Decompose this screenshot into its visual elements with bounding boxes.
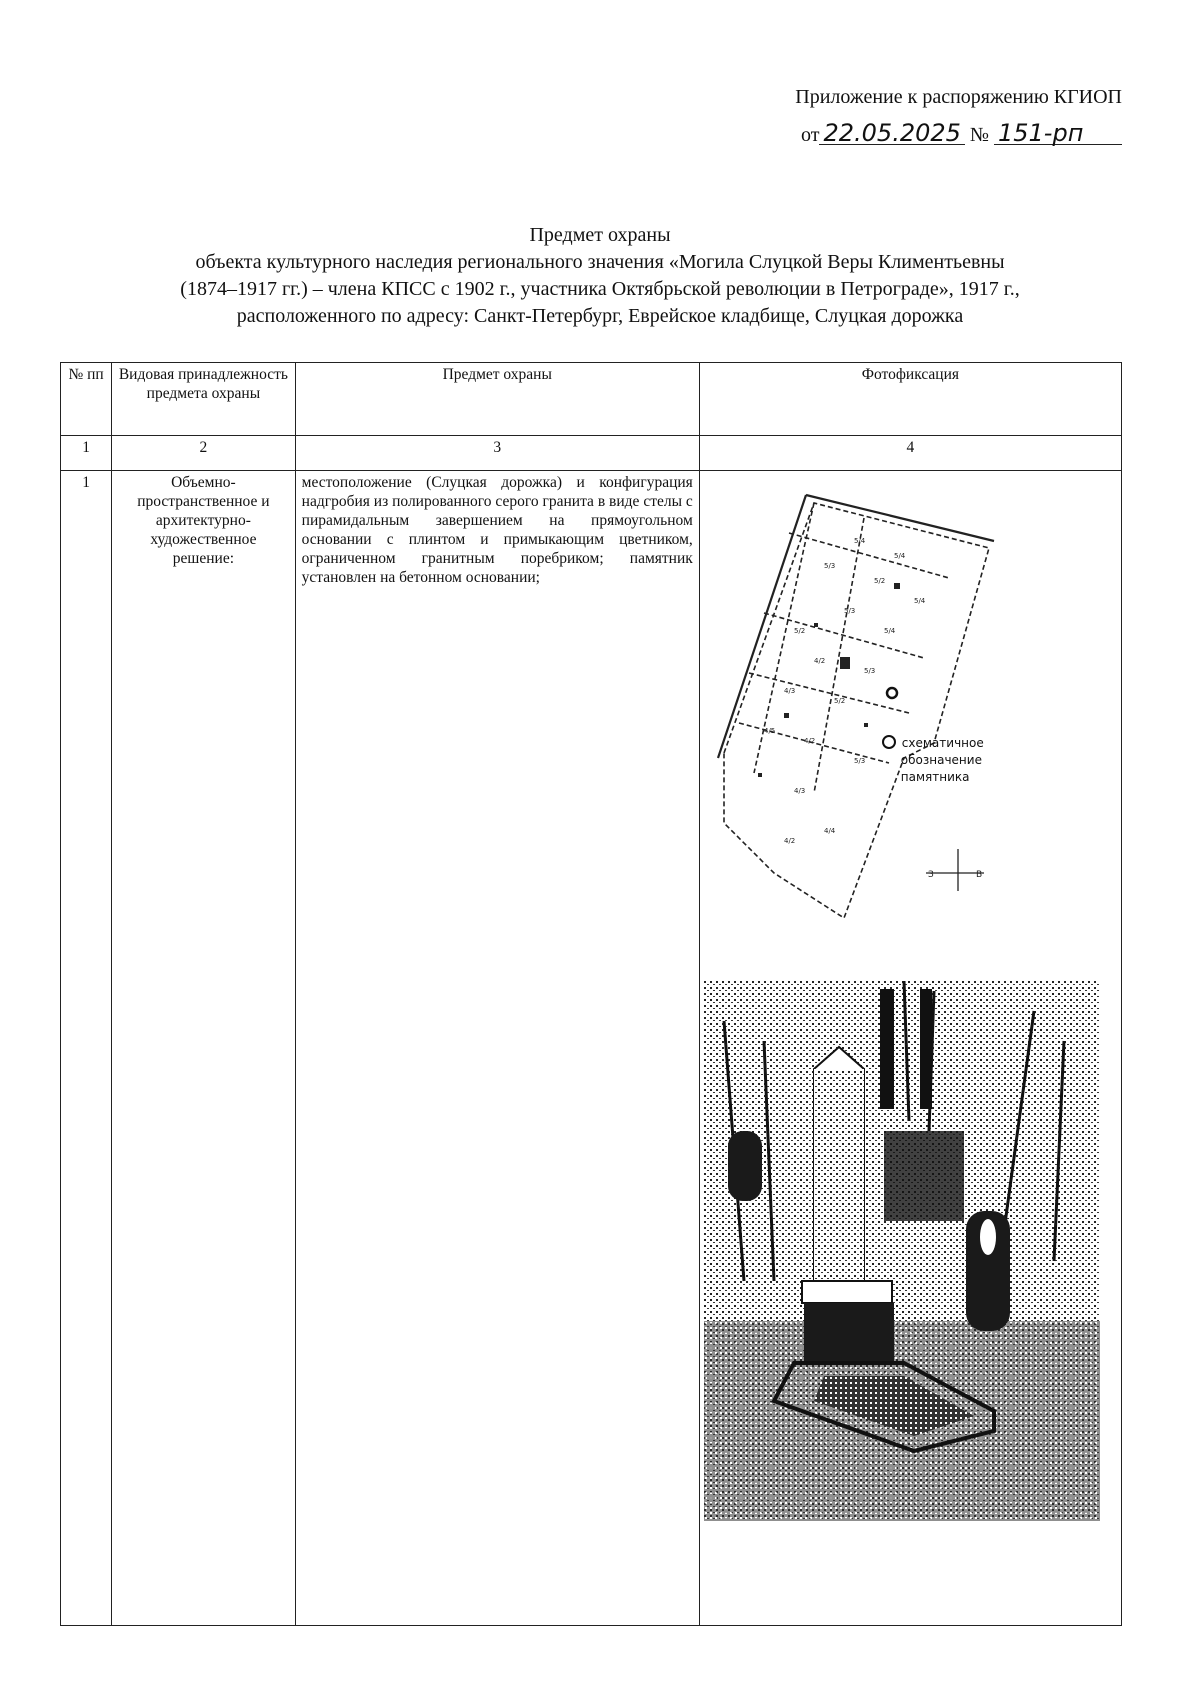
monument-marker-icon: [882, 735, 896, 749]
document-subtitle-line-2: (1874–1917 гг.) – члена КПСС с 1902 г., участника Октябрьской революции в Петрограде», 1917 г.,: [180, 278, 1020, 300]
column-number: 2: [112, 436, 296, 471]
document-title: Предмет охраны: [529, 224, 671, 246]
svg-text:5/2: 5/2: [873, 577, 886, 585]
svg-text:5/4: 5/4: [893, 552, 906, 560]
date-prefix: от: [801, 124, 820, 146]
document-subtitle-line-1: объекта культурного наследия регионального значения «Могила Слуцкой Веры Климентьевны: [195, 251, 1005, 273]
svg-text:5/3: 5/3: [843, 607, 856, 615]
column-number: 4: [699, 436, 1121, 471]
svg-text:5/4: 5/4: [913, 597, 926, 605]
svg-text:5/3: 5/3: [863, 667, 876, 675]
svg-text:4/5: 4/5: [763, 727, 776, 735]
svg-text:4/2: 4/2: [783, 837, 796, 845]
header-number: № пп: [61, 363, 112, 436]
svg-text:5/3: 5/3: [853, 757, 866, 765]
svg-text:5/2: 5/2: [793, 627, 806, 635]
map-legend-line-2: обозначение: [900, 753, 982, 767]
svg-text:4/2: 4/2: [813, 657, 826, 665]
svg-text:4/3: 4/3: [783, 687, 796, 695]
row-category: Объемно-пространственное и архитектурно-художественное решение:: [112, 471, 296, 1626]
svg-text:4/4: 4/4: [823, 827, 836, 835]
map-legend-line-3: памятника: [900, 770, 970, 784]
svg-text:4/3: 4/3: [793, 787, 806, 795]
document-title-block: [80, 222, 1120, 330]
column-number: 3: [295, 436, 699, 471]
protection-table: [60, 362, 1122, 1626]
svg-text:5/4: 5/4: [883, 627, 896, 635]
site-plan-drawing: [694, 473, 1104, 943]
svg-text:В: В: [975, 870, 982, 880]
document-subtitle-line-3: расположенного по адресу: Санкт-Петербург, Еврейское кладбище, Слуцкая дорожка: [236, 305, 964, 327]
column-number-row: [61, 436, 1122, 471]
monument-photo: [704, 981, 1100, 1521]
row-number: 1: [61, 471, 112, 1626]
cemetery-site-plan: [694, 473, 1104, 943]
monument-photo-drawing: [704, 981, 1100, 1521]
column-number: 1: [61, 436, 112, 471]
appendix-date-line: [795, 119, 1122, 148]
date-value: 22.05.2025: [819, 122, 964, 145]
svg-text:З: З: [927, 870, 934, 880]
svg-text:5/4: 5/4: [853, 537, 866, 545]
row-photo-cell: [699, 471, 1121, 1626]
number-prefix: №: [969, 124, 989, 146]
header-photo: Фотофиксация: [699, 363, 1121, 436]
map-legend: [882, 735, 1082, 786]
svg-text:5/3: 5/3: [823, 562, 836, 570]
row-description: местоположение (Слуцкая дорожка) и конфигурация надгробия из полированного серого гранита в виде стелы с пирамидальным завершением на прямоугольном основании с плинтом и примыкающим цветником, ограниченном гранитным поребриком; памятник установлен на бетонном основании;: [295, 471, 699, 1626]
table-header-row: [61, 363, 1122, 436]
svg-text:4/2: 4/2: [803, 737, 816, 745]
appendix-header: [795, 84, 1122, 148]
header-subject: Предмет охраны: [295, 363, 699, 436]
appendix-title: Приложение к распоряжению КГИОП: [795, 86, 1122, 108]
header-category: Видовая принадлежность предмета охраны: [112, 363, 296, 436]
table-row: [61, 471, 1122, 1626]
map-legend-line-1: схематичное: [901, 736, 984, 750]
number-value: 151-рп: [994, 122, 1122, 145]
svg-text:5/2: 5/2: [833, 697, 846, 705]
